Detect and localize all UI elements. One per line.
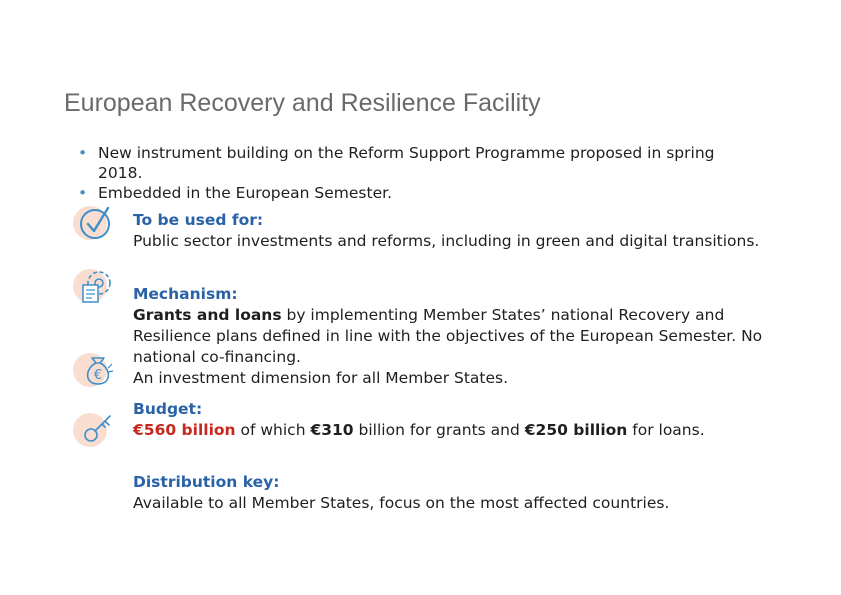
- gear-document-icon: [70, 264, 120, 310]
- svg-text:€: €: [93, 368, 103, 383]
- section-budget: [133, 399, 793, 441]
- section-heading: Budget:: [133, 400, 203, 418]
- section-text: [133, 420, 793, 441]
- section-distribution-key: [133, 472, 793, 514]
- budget-grants-amount: €310: [310, 421, 354, 439]
- section-heading: Mechanism:: [133, 285, 238, 303]
- section-text: Available to all Member States, focus on the most affected countries.: [133, 494, 670, 512]
- budget-text: for loans.: [627, 421, 705, 439]
- key-icon: [70, 406, 120, 452]
- checkmark-icon: [70, 200, 120, 246]
- section-heading: Distribution key:: [133, 473, 280, 491]
- mechanism-text: by implementing Member States’ national Recovery and Resilience plans defined in line with the objectives of the European Semester. No national co-financing.: [133, 306, 763, 366]
- section-heading: To be used for:: [133, 211, 264, 229]
- budget-text: of which: [235, 421, 311, 439]
- bold-lead: Grants and loans: [133, 306, 282, 324]
- budget-total-amount: €560 billion: [133, 421, 236, 439]
- section-text: An investment dimension for all Member States.: [133, 369, 509, 387]
- section-to-be-used-for: [133, 210, 793, 252]
- bullet-item: • New instrument building on the Reform Support Programme proposed in spring 2018.: [78, 143, 718, 183]
- bullet-item: • Embedded in the European Semester.: [78, 183, 718, 203]
- budget-loans-amount: €250 billion: [524, 421, 628, 439]
- section-text: [133, 305, 793, 368]
- budget-text: billion for grants and: [353, 421, 525, 439]
- intro-bullet-list: [78, 143, 718, 203]
- page-title: European Recovery and Resilience Facility: [64, 89, 541, 117]
- section-mechanism: [133, 284, 793, 389]
- section-text: Public sector investments and reforms, including in green and digital transitions.: [133, 232, 760, 250]
- money-bag-euro-icon: [70, 346, 120, 392]
